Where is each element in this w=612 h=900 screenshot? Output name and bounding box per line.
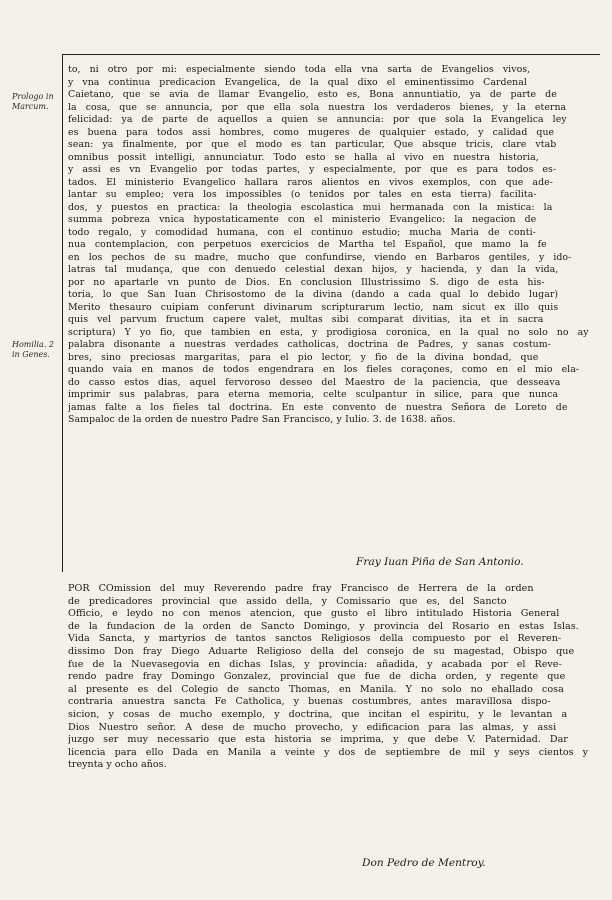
margin-note-prologo: Prologo in Marcum. (12, 92, 54, 111)
text-line: to, ni otro por mi: especialmente siendo toda ella vna sarta de Evangelios vivos, (68, 64, 531, 75)
text-line: es buena para todos assi hombres, como mugeres de qualquier estado, y calidad que (68, 126, 555, 138)
text-line: sicion, y cosas de mucho exemplo, y doctrina, que incitan el espiritu, y le levantan a (68, 708, 568, 720)
text-line: y vna continua predicacion Evangelica, de la qual dixo el eminentissimo Cardenal (68, 76, 527, 88)
text-line: do casso estos dias, aquel fervoroso desseo del Maestro de la paciencia, que desseava (68, 376, 561, 388)
text-line: Merito thesauro cuipiam conferunt divinarum scripturarum lectio, nam sicut ex illo quis (68, 301, 559, 313)
text-line: latras tal mudança, que con denuedo celestial dexan hijos, y hacienda, y dan la vida, (68, 264, 559, 275)
text-line: en los pechos de su madre, mucho que confundirse, viendo en Barbaros gentiles, y ido- (68, 251, 572, 263)
text-line: treynta y ocho años. (68, 759, 167, 771)
license-text (68, 583, 598, 772)
text-line: todo regalo, y comodidad humana, con el continuo estudio; mucha Maria de conti- (68, 226, 536, 238)
text-line: dissimo Don fray Diego Aduarte Religioso della del consejo de su magestad, Obispo que (68, 645, 575, 657)
text-line: la cosa, que se annuncia, por que ella sola nuestra los verdaderos bienes, y la eterna (68, 101, 567, 113)
text-line: quis vel parvum fructum capere valet, multas sibi comparat divitias, ita et in sacra (68, 314, 544, 325)
signature-don-pedro: Don Pedro de Mentroy. (362, 857, 486, 869)
text-line: omnibus possit intelligi, annunciatur. Todo esto se halla al vivo en nuestra historia, (68, 151, 539, 163)
text-line: Sampaloc de la orden de nuestro Padre San Francisco, y Iulio. 3. de 1638. años. (68, 414, 456, 425)
text-line: Vida Sancta, y martyrios de tantos sanctos Religiosos della compuesto por el Reveren- (68, 633, 562, 645)
text-line: y assi es vn Evangelio por todas partes, y especialmente, por que es para todos es- (68, 164, 557, 175)
top-border-rule (62, 54, 600, 55)
text-line: POR COmission del muy Reverendo padre fray Francisco de Herrera de la orden (68, 583, 534, 594)
text-line: fue de la Nuevasegovia en dichas Islas, y provincia: añadida, y acabada por el Reve- (68, 658, 562, 670)
text-line: imprimir sus palabras, para eterna memoria, celte sculpantur in silice, para que nunca (68, 389, 559, 400)
text-line: por no apartarle vn punto de Dios. En conclusion Illustrissimo S. digo de esta his- (68, 276, 545, 288)
text-line: al presente es del Colegio de sancto Thomas, en Manila. Y no solo no ehallado cosa (68, 683, 564, 695)
text-line: nua contemplacion, con perpetuos exercicios de Martha tel Español, que mamo la fe (68, 239, 547, 250)
text-line: jamas falte a los fieles tal doctrina. En este convento de nuestra Señora de Loreto de (68, 401, 568, 413)
text-line: Caietano, que se avia de llamar Evangelio, esto es, Bona annuntiatio, ya de parte de (68, 89, 557, 100)
text-line: bres, sino preciosas margaritas, para el pio lector, y fio de la divina bondad, que (68, 351, 539, 363)
text-line: quando vaia en manos de todos engendrara en los fieles coraçones, como en el mio ela- (68, 364, 580, 375)
text-line: palabra disonante a nuestras verdades catholicas, doctrina de Padres, y sanas costum- (68, 339, 551, 350)
text-line: de la fundacion de la orden de Sancto Domingo, y provincia del Rosario en estas Islas. (68, 620, 579, 632)
text-line: lantar su empleo; vera los impossibles (o tenidos por tales en esta tierra) facilita- (68, 189, 537, 200)
approval-text (68, 64, 596, 427)
text-line: licencia para ello Dada en Manila a veinte y dos de septiembre de mil y seys cientos y (68, 746, 589, 758)
margin-note-homilia: Homilia. 2 in Genes. (12, 340, 54, 359)
signature-fray-juan: Fray Iuan Piña de San Antonio. (356, 556, 524, 568)
text-line: de predicadores provincial que assido della, y Comissario que es, del Sancto (68, 595, 507, 607)
text-line: tados. El ministerio Evangelico hallara raros alientos en vivos exemplos, con que ade- (68, 176, 553, 188)
margin-divider-rule (62, 54, 63, 572)
text-line: scriptura) Y yo fio, que tambien en esta, y prodigiosa coronica, en la qual no solo no ay (68, 326, 589, 338)
text-line: sean: ya finalmente, por que el modo es tan particular, Que absque tricis, clare vtab (68, 139, 557, 150)
text-line: Dios Nuestro señor. A dese de mucho provecho, y edificacion para las almas, y assi (68, 721, 557, 733)
text-line: summa pobreza vnica hypostaticamente con el ministerio Evangelico: la negacion de (68, 214, 537, 225)
text-line: juzgo ser muy necessario que esta historia se imprima, y que debe V. Paternidad. Dar (68, 734, 568, 746)
text-line: contraria anuestra sancta Fe Catholica, y buenas costumbres, antes maravillosa dispo- (68, 696, 551, 708)
text-line: rendo padre fray Domingo Gonzalez, provincial que fue de dicha orden, y regente que (68, 671, 566, 683)
text-line: Officio, e leydo no con menos atencion, que gusto el libro intitulado Historia General (68, 608, 560, 620)
text-line: felicidad: ya de parte de aquellos a quien se annuncia: por que sola la Evangelica ley (68, 114, 567, 125)
text-line: dos, y puestos en practica: la theologia escolastica mui hermanada con la mistica: la (68, 201, 553, 213)
text-line: toria, lo que San Iuan Chrisostomo de la divina (dando a cada qual lo debido lugar) (68, 289, 559, 300)
